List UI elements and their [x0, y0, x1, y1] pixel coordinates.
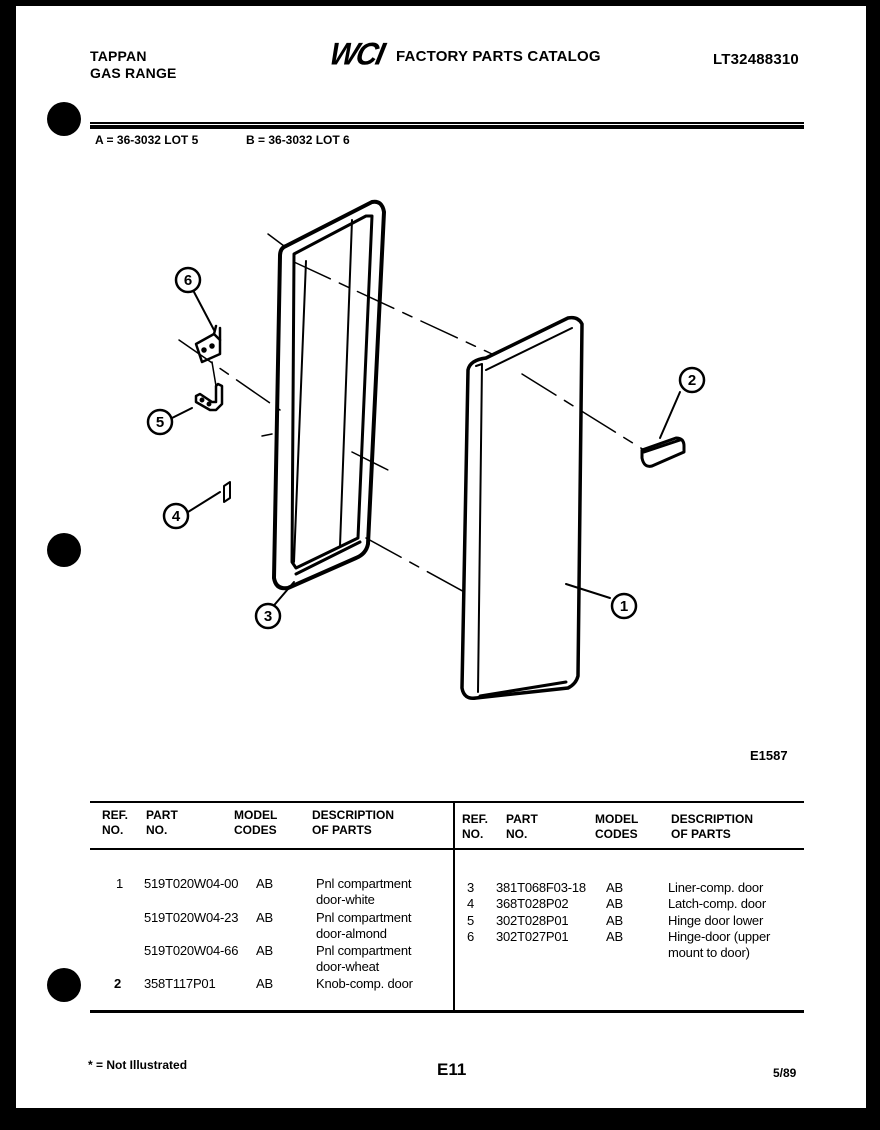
model-codes: AB	[606, 880, 623, 895]
model-codes: AB	[256, 910, 273, 925]
col-ref-header-left: REF. NO.	[102, 808, 129, 837]
table-header-rule	[90, 848, 804, 850]
page-number: E11	[437, 1060, 467, 1079]
description: Liner-comp. door	[668, 880, 764, 895]
callout-leaders	[172, 292, 680, 610]
figure-id: E1587	[750, 748, 788, 763]
ref-no: 4	[467, 896, 475, 911]
callout-4-label: 4	[171, 508, 181, 525]
table-bottom-rule	[90, 1010, 804, 1013]
upper-hinge-drawing	[196, 326, 220, 362]
col-desc-header-right: DESCRIPTION OF PARTS	[671, 812, 754, 841]
alignment-lines	[179, 234, 644, 594]
description: Latch-comp. door	[668, 896, 766, 911]
ref-no: 3	[467, 880, 475, 895]
ref-no: 1	[116, 876, 124, 891]
lot-b-label: B = 36-3032 LOT 6	[246, 133, 350, 147]
col-model-header-left: MODEL CODES	[234, 808, 278, 837]
wci-logo: WCI	[326, 37, 387, 72]
description: Pnl compartment door-wheat	[316, 943, 412, 974]
callout-1-label: 1	[619, 598, 629, 615]
ref-no: 5	[467, 913, 475, 928]
not-illustrated-note: * = Not Illustrated	[88, 1058, 188, 1072]
door-liner-drawing	[274, 202, 384, 589]
col-part-header-left: PART NO.	[146, 808, 178, 837]
table-divider	[453, 801, 455, 1011]
model-codes: AB	[606, 929, 623, 944]
callout-3-label: 3	[263, 608, 273, 625]
description: Pnl compartment door-white	[316, 876, 412, 907]
col-model-header-right: MODEL CODES	[595, 812, 639, 841]
binder-hole-bottom	[47, 968, 81, 1002]
brand-name: TAPPAN	[90, 48, 147, 64]
latch-drawing	[224, 482, 230, 502]
part-no: 358T117P01	[144, 976, 216, 991]
catalog-page	[16, 6, 866, 1108]
col-part-header-right: PART NO.	[506, 812, 538, 841]
col-desc-header-left: DESCRIPTION OF PARTS	[312, 808, 395, 837]
model-codes: AB	[256, 876, 273, 891]
part-no: 302T027P01	[496, 929, 569, 944]
lot-a-label: A = 36-3032 LOT 5	[95, 133, 199, 147]
description: Knob-comp. door	[316, 976, 413, 991]
part-no: 519T020W04-00	[144, 876, 239, 891]
ref-no: 6	[467, 929, 475, 944]
ref-no: 2	[114, 976, 122, 991]
revision-date: 5/89	[773, 1066, 797, 1080]
description: Pnl compartment door-almond	[316, 910, 412, 941]
part-no: 519T020W04-23	[144, 910, 239, 925]
model-codes: AB	[256, 976, 273, 991]
table-top-rule	[90, 801, 804, 803]
product-type: GAS RANGE	[90, 65, 177, 81]
description: Hinge door lower	[668, 913, 764, 928]
model-codes: AB	[606, 913, 623, 928]
part-no: 302T028P01	[496, 913, 569, 928]
exploded-parts-diagram	[16, 6, 866, 766]
catalog-number: LT32488310	[713, 51, 799, 68]
part-no: 368T028P02	[496, 896, 569, 911]
part-no: 519T020W04-66	[144, 943, 239, 958]
knob-drawing	[642, 438, 684, 466]
model-codes: AB	[606, 896, 623, 911]
callout-5-label: 5	[155, 414, 165, 431]
lower-hinge-drawing	[196, 384, 222, 410]
col-ref-header-right: REF. NO.	[462, 812, 489, 841]
catalog-title: FACTORY PARTS CATALOG	[396, 48, 601, 65]
description: Hinge-door (upper mount to door)	[668, 929, 771, 960]
callout-6-label: 6	[183, 272, 193, 289]
callout-2-label: 2	[687, 372, 697, 389]
part-no: 381T068F03-18	[496, 880, 586, 895]
model-codes: AB	[256, 943, 273, 958]
